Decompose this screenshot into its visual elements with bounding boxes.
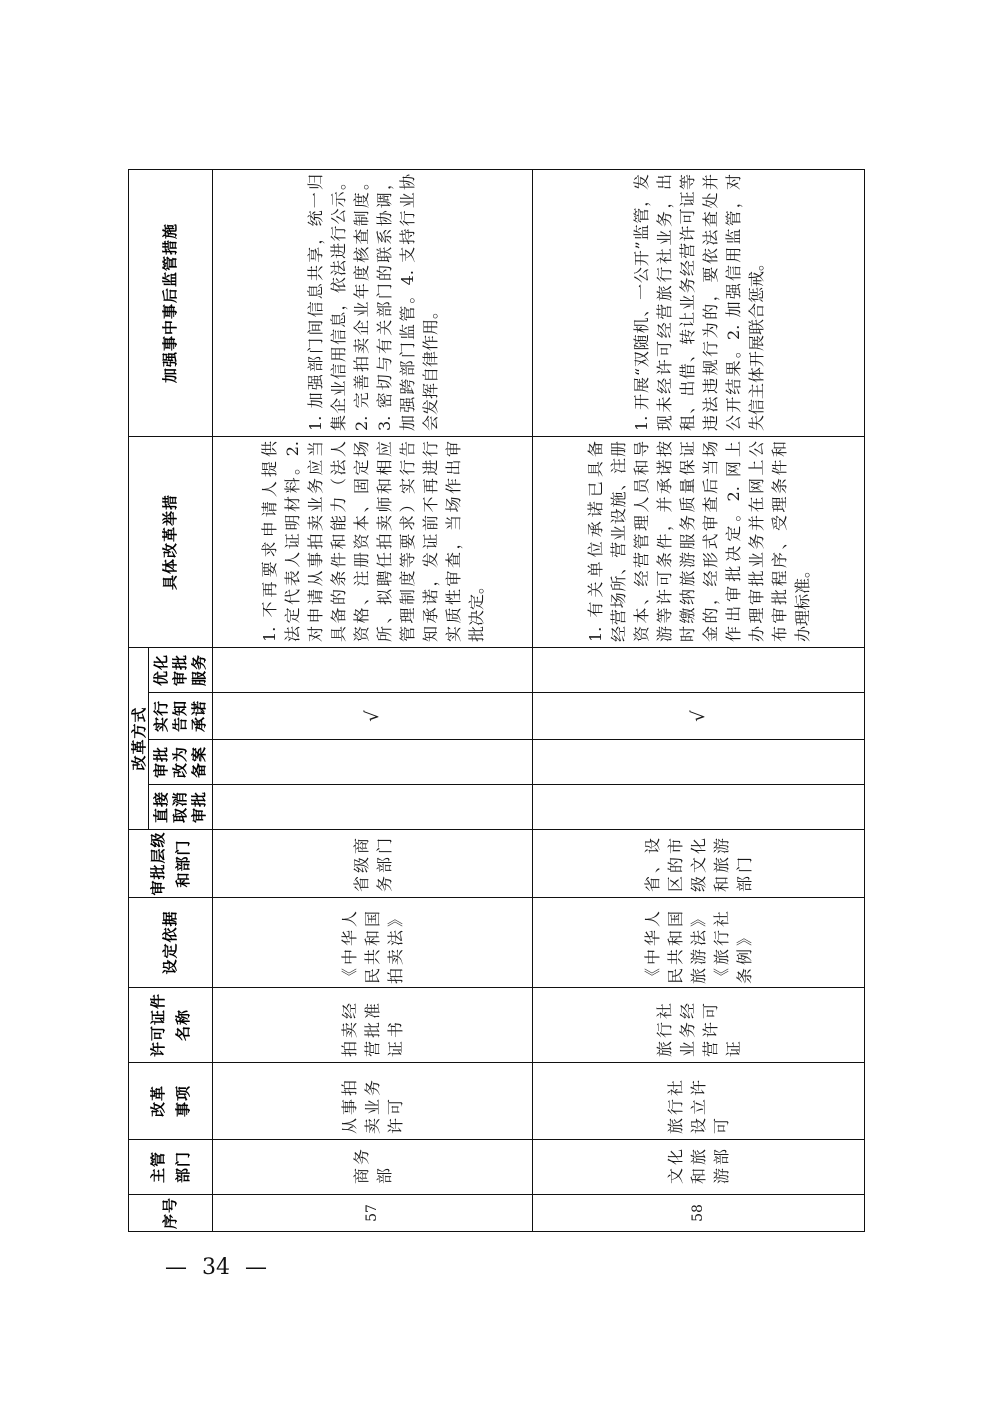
row-method-commitment: √ xyxy=(533,693,865,740)
row-method-optimize xyxy=(213,647,533,692)
header-method-filing xyxy=(149,740,213,785)
text-line: 条例》 xyxy=(735,926,754,984)
text-line: 从事拍 xyxy=(340,1076,359,1134)
text-line: 卖业务 xyxy=(363,1076,382,1134)
text-line: 加强跨部门监管。4. 支持行业协 xyxy=(397,173,417,431)
text-line: 省、设 xyxy=(643,834,662,892)
text-line: 资本、经营管理人员和导 xyxy=(631,440,651,642)
header-line: 主管 xyxy=(148,1151,167,1184)
row-item xyxy=(533,1063,865,1140)
text-line: 金的，经形式审查后当场 xyxy=(700,440,720,642)
header-measures: 具体改革举措 xyxy=(129,436,213,647)
reform-table xyxy=(128,169,865,1232)
row-supervision xyxy=(533,169,865,436)
text-line: 可 xyxy=(712,1114,731,1134)
text-line: 集企业信用信息，依法进行公示。 xyxy=(328,173,348,431)
text-line: 和旅游 xyxy=(712,834,731,892)
header-line: 优化 xyxy=(152,653,170,686)
text-line: 业务经 xyxy=(677,999,697,1057)
row-measures xyxy=(533,436,865,647)
text-line: 实质性审查，当场作出审 xyxy=(443,440,463,642)
text-line: 旅行社 xyxy=(666,1076,685,1134)
text-line: 布审批程序、受理条件和 xyxy=(769,440,789,642)
header-line: 直接 xyxy=(152,791,170,824)
text-line: 和旅 xyxy=(689,1145,708,1184)
header-line: 审批层级 xyxy=(148,831,167,896)
text-line: 办理标准。 xyxy=(792,561,812,642)
row-method-optimize xyxy=(533,647,865,692)
text-line: 1. 不再要求申请人提供 xyxy=(259,440,279,642)
text-line: 法定代表人证明材料。2. xyxy=(282,440,302,642)
text-line: 3. 密切与有关部门的联系协调， xyxy=(374,173,394,431)
header-method-commitment xyxy=(149,693,213,740)
row-level xyxy=(533,830,865,898)
header-line: 事项 xyxy=(173,1085,192,1118)
page-number: — 34 — xyxy=(165,1255,267,1280)
text-line: 1. 开展“双随机、一公开”监管，发 xyxy=(631,173,651,431)
header-basis: 设定依据 xyxy=(129,898,213,988)
row-method-filing xyxy=(533,740,865,785)
row-basis xyxy=(533,898,865,988)
text-line: 区的市 xyxy=(666,834,685,892)
header-line: 部门 xyxy=(173,1151,192,1184)
text-line: 省级商 xyxy=(351,834,371,892)
text-line: 部 xyxy=(374,1164,394,1184)
text-line: 《中华人 xyxy=(340,907,359,984)
text-line: 2. 完善拍卖企业年度核查制度。 xyxy=(351,173,371,431)
text-line: 管理制度等要求）实行告 xyxy=(397,440,417,642)
row-index: 57 xyxy=(213,1195,533,1232)
text-line: 营批准 xyxy=(363,999,382,1057)
text-line: 具备的条件和能力（法人 xyxy=(328,440,348,642)
row-method-cancel xyxy=(533,785,865,830)
text-line: 游部 xyxy=(712,1145,731,1184)
header-line: 审批 xyxy=(190,791,208,824)
text-line: 《中华人 xyxy=(643,907,662,984)
header-line: 审批 xyxy=(171,653,189,686)
text-line: 营许可 xyxy=(700,999,720,1057)
row-supervision xyxy=(213,169,533,436)
row-index: 58 xyxy=(533,1195,865,1232)
text-line: 资格、注册资本、固定场 xyxy=(351,440,371,642)
row-department xyxy=(533,1140,865,1195)
text-line: 经营场所、营业设施、注册 xyxy=(608,440,628,642)
header-line: 名称 xyxy=(173,1009,192,1042)
text-line: 设立许 xyxy=(689,1076,708,1134)
row-measures xyxy=(213,436,533,647)
text-line: 游等许可条件，并承诺按 xyxy=(654,440,674,642)
text-line: 违法违规行为的，要依法查处并 xyxy=(700,173,720,431)
text-line: 会发挥自律作用。 xyxy=(420,302,440,431)
text-line: 办理审批业务并在网上公 xyxy=(746,440,766,642)
text-line: 商务 xyxy=(351,1145,371,1184)
header-line: 和部门 xyxy=(173,839,192,888)
row-method-commitment: √ xyxy=(213,693,533,740)
text-line: 公开结果。2. 加强信用监管，对 xyxy=(723,173,743,431)
text-line: 拍卖经 xyxy=(340,999,359,1057)
header-method-cancel xyxy=(149,785,213,830)
text-line: 知承诺，发证前不再进行 xyxy=(420,440,440,642)
header-certificate xyxy=(129,988,213,1063)
row-basis xyxy=(213,898,533,988)
row-level xyxy=(213,830,533,898)
header-method-optimize xyxy=(149,647,213,692)
header-line: 许可证件 xyxy=(148,993,167,1058)
header-line: 改为 xyxy=(171,746,189,779)
header-line: 审批 xyxy=(152,746,170,779)
text-line: 部门 xyxy=(735,853,754,892)
header-line: 服务 xyxy=(190,653,208,686)
text-line: 务部门 xyxy=(374,834,394,892)
header-item xyxy=(129,1063,213,1140)
text-line: 时缴纳旅游服务质量保证 xyxy=(677,440,697,642)
text-line: 批决定。 xyxy=(466,577,486,642)
text-line: 租、出借、转让业务经营许可证等 xyxy=(677,173,697,431)
row-method-cancel xyxy=(213,785,533,830)
text-line: 《旅行社 xyxy=(712,907,731,984)
header-index: 序号 xyxy=(129,1195,213,1232)
text-line: 1. 有关单位承诺已具备 xyxy=(585,440,605,642)
text-line: 所、拟聘任拍卖师和相应 xyxy=(374,440,394,642)
text-line: 旅行社 xyxy=(654,999,674,1057)
text-line: 1. 加强部门间信息共享，统一归 xyxy=(305,173,325,431)
text-line: 作出审批决定。2. 网上 xyxy=(723,440,743,642)
header-line: 告知 xyxy=(171,700,189,733)
header-level xyxy=(129,830,213,898)
header-line: 备案 xyxy=(190,746,208,779)
row-certificate xyxy=(533,988,865,1063)
header-line: 改革 xyxy=(148,1085,167,1118)
text-line: 许可 xyxy=(386,1095,405,1134)
header-line: 承诺 xyxy=(190,700,208,733)
text-line: 对申请从事拍卖业务应当 xyxy=(305,440,325,642)
text-line: 旅游法》 xyxy=(689,907,708,984)
text-line: 证书 xyxy=(386,1018,405,1057)
row-certificate xyxy=(213,988,533,1063)
table-row xyxy=(533,169,865,1231)
header-department xyxy=(129,1140,213,1195)
header-row xyxy=(129,169,149,1231)
rotated-table-frame xyxy=(128,170,864,1232)
text-line: 级文化 xyxy=(689,834,708,892)
row-item xyxy=(213,1063,533,1140)
text-line: 民共和国 xyxy=(666,907,685,984)
text-line: 证 xyxy=(723,1037,743,1057)
text-line: 现未经许可经营旅行社业务，出 xyxy=(654,173,674,431)
text-line: 失信主体开展联合惩戒。 xyxy=(746,254,766,431)
text-line: 民共和国 xyxy=(363,907,382,984)
header-supervision: 加强事中事后监管措施 xyxy=(129,169,213,436)
header-reform-method: 改革方式 xyxy=(129,647,149,829)
text-line: 拍卖法》 xyxy=(386,907,405,984)
header-line: 取消 xyxy=(171,791,189,824)
header-line: 实行 xyxy=(152,700,170,733)
text-line: 文化 xyxy=(666,1145,685,1184)
table-row xyxy=(213,169,533,1231)
row-method-filing xyxy=(213,740,533,785)
row-department xyxy=(213,1140,533,1195)
